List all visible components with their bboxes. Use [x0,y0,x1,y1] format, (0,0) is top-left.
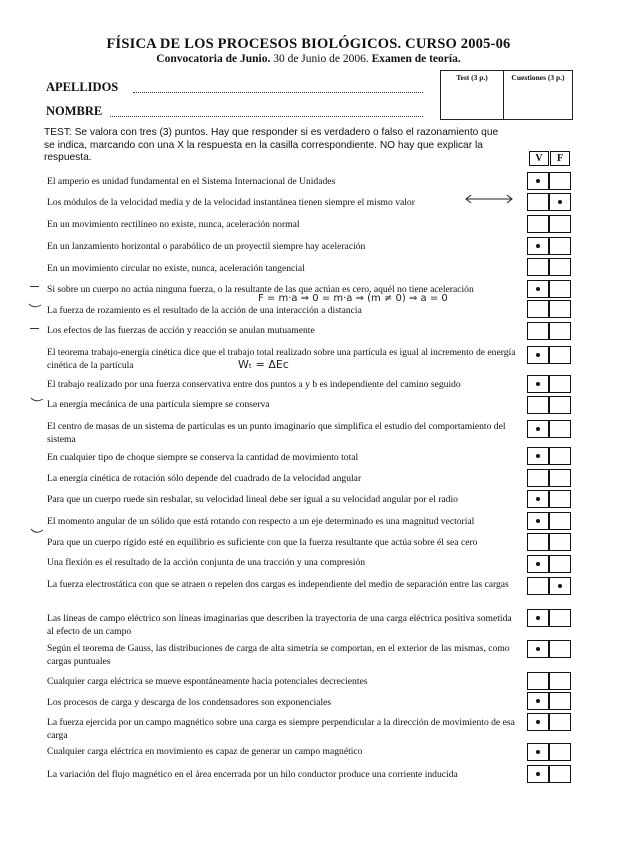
answer-box[interactable] [527,346,571,364]
answer-box[interactable] [527,193,571,211]
question-text: En un movimiento circular no existe, nunca, aceleración tangencial [47,263,305,274]
mark-true-dot [536,244,540,248]
mark-true-dot [536,382,540,386]
question-text: Para que un cuerpo ruede sin resbalar, su velocidad lineal debe ser igual a su velocidad angular por el radio [47,494,458,505]
answer-box[interactable] [527,469,571,487]
answer-box-divider [548,766,550,782]
question-text: Si sobre un cuerpo no actúa ninguna fuerza, o la resultante de las que actúan es cero, aquél no tiene aceleración [47,284,474,295]
mark-true-dot [536,287,540,291]
question-text: El trabajo realizado por una fuerza conservativa entre dos puntos a y b es independiente del camino seguido [47,379,461,390]
answer-box-divider [548,744,550,760]
mark-true-dot [536,562,540,566]
double-arrow-icon [463,193,515,205]
exam-subtitle [0,53,617,65]
answer-box[interactable] [527,375,571,393]
apellidos-field[interactable] [133,92,423,93]
answer-box-divider [548,397,550,413]
question-text: En cualquier tipo de choque siempre se conserva la cantidad de movimiento total [47,452,359,463]
answer-box-divider [548,173,550,189]
answer-box[interactable] [527,396,571,414]
question-text: Cualquier carga eléctrica se mueve espontáneamente hacia potenciales decrecientes [47,676,368,687]
mark-true-dot [536,720,540,724]
answer-box-divider [548,421,550,437]
apellidos-label: APELLIDOS [46,80,119,94]
question-text: Las líneas de campo eléctrico son líneas imaginarias que describen la trayectoria de una carga eléctrica positiva sometida al efecto de un campo [47,613,512,637]
mark-true-dot [536,353,540,357]
question-text: El teorema trabajo-energía cinética dice que el trabajo total realizado sobre una partícula es igual al incremento de energía cinética de la partícula [47,347,516,371]
score-box [440,70,573,120]
subtitle-date: 30 de Junio de 2006. [270,53,372,65]
answer-box-divider [548,259,550,275]
answer-box-divider [548,216,550,232]
answer-box-divider [548,323,550,339]
answer-box[interactable] [527,172,571,190]
question-text: El amperio es unidad fundamental en el Sistema Internacional de Unidades [47,176,336,187]
answer-box-divider [548,281,550,297]
margin-mark [30,286,39,287]
answer-box-divider [548,610,550,626]
answer-box-divider [548,376,550,392]
answer-box-divider [548,491,550,507]
answer-box-divider [548,301,550,317]
question-text: Para que un cuerpo rígido esté en equilibrio es suficiente con que la fuerza resultante que actúa sobre él sea cero [47,537,478,548]
answer-box[interactable] [527,555,571,573]
margin-tick-icon [28,302,42,310]
answer-box[interactable] [527,300,571,318]
mark-true-dot [536,750,540,754]
question-text: Los efectos de las fuerzas de acción y reacción se anulan mutuamente [47,325,315,336]
answer-box-divider [548,513,550,529]
question-text: La fuerza ejercida por un campo magnético sobre una carga es siempre perpendicular a la dirección de movimiento de esa carga [47,717,515,741]
mark-false-dot [558,584,562,588]
question-text: Los procesos de carga y descarga de los condensadores son exponenciales [47,697,332,708]
question-text: En un lanzamiento horizontal o parabólico de un proyectil siempre hay aceleración [47,241,366,252]
answer-box-divider [548,714,550,730]
question-text: La fuerza de rozamiento es el resultado de la acción de una interacción a distancia [47,305,362,316]
answer-box-divider [548,641,550,657]
mark-true-dot [536,772,540,776]
answer-box-divider [548,673,550,689]
mark-true-dot [536,454,540,458]
answer-box[interactable] [527,672,571,690]
answer-box[interactable] [527,215,571,233]
question-text: La energía cinética de rotación sólo depende del cuadrado de la velocidad angular [47,473,362,484]
margin-mark [30,328,39,329]
handwritten-work-note: Wₜ = ΔEc [238,358,289,371]
answer-box[interactable] [527,533,571,551]
question-text: El momento angular de un sólido que está rotando con respecto a un eje determinado es una magnitud vectorial [47,516,475,527]
question-text: Una flexión es el resultado de la acción conjunta de una tracción y una compresión [47,557,366,568]
subtitle-exam-type: Examen de teoría. [371,53,461,65]
answer-box-divider [548,693,550,709]
answer-box[interactable] [527,447,571,465]
score-test-label: Test (3 p.) [456,73,488,82]
answer-box[interactable] [527,713,571,731]
mark-true-dot [536,616,540,620]
answer-box[interactable] [527,743,571,761]
question-text: Los módulos de la velocidad media y de la velocidad instantánea tienen siempre el mismo valor [47,197,415,208]
question-text: La energía mecánica de una partícula siempre se conserva [47,399,270,410]
answer-box-divider [548,448,550,464]
answer-box-divider [548,556,550,572]
nombre-label: NOMBRE [46,104,103,118]
answer-box-divider [548,470,550,486]
mark-true-dot [536,179,540,183]
answer-box-divider [548,534,550,550]
answer-box[interactable] [527,609,571,627]
handwritten-newton-note: F = m·a ⇒ 0 = m·a ⇒ (m ≠ 0) ⇒ a = 0 [258,293,448,304]
nombre-field[interactable] [110,116,423,117]
answer-box[interactable] [527,237,571,255]
score-cuestiones-label: Cuestiones (3 p.) [511,73,565,82]
header-true: V [529,151,549,166]
answer-box[interactable] [527,512,571,530]
mark-true-dot [536,519,540,523]
answer-box[interactable] [527,765,571,783]
answer-box-divider [548,194,550,210]
question-text: Cualquier carga eléctrica en movimiento es capaz de generar un campo magnético [47,746,363,757]
question-text: Según el teorema de Gauss, las distribuciones de carga de alta simetría se comportan, en el exterior de las mismas, como cargas puntuales [47,643,510,667]
answer-box-divider [548,578,550,594]
mark-true-dot [536,497,540,501]
mark-true-dot [536,647,540,651]
answer-box-divider [548,347,550,363]
mark-false-dot [558,200,562,204]
answer-box[interactable] [527,322,571,340]
answer-box-divider [548,238,550,254]
header-false: F [550,151,570,166]
answer-box[interactable] [527,258,571,276]
answer-box[interactable] [527,420,571,438]
margin-tick-icon [30,396,44,404]
mark-true-dot [536,699,540,703]
question-text: El centro de masas de un sistema de partículas es un punto imaginario que simplifica el estudio del comportamiento del sistema [47,421,506,445]
answer-box[interactable] [527,692,571,710]
question-text: En un movimiento rectilíneo no existe, nunca, aceleración normal [47,219,300,230]
mark-true-dot [536,427,540,431]
test-instructions: TEST: Se valora con tres (3) puntos. Hay que responder si es verdadero o falso el razonamiento que se indica, marcando con una X la respuesta en la casilla correspondiente. NO hay que explicar la respuesta. [44,127,499,163]
margin-tick-icon [30,528,44,536]
exam-title: FÍSICA DE LOS PROCESOS BIOLÓGICOS. CURSO 2005-06 [106,36,511,52]
answer-box[interactable] [527,640,571,658]
question-text: La fuerza electrostática con que se atraen o repelen dos cargas es independiente del medio de separación entre las cargas [47,579,509,590]
answer-box[interactable] [527,490,571,508]
subtitle-convocatoria: Convocatoria de Junio. [156,53,271,65]
question-text: La variación del flujo magnético en el área encerrada por un hilo conductor produce una corriente inducida [47,769,458,780]
answer-box[interactable] [527,577,571,595]
answer-box[interactable] [527,280,571,298]
